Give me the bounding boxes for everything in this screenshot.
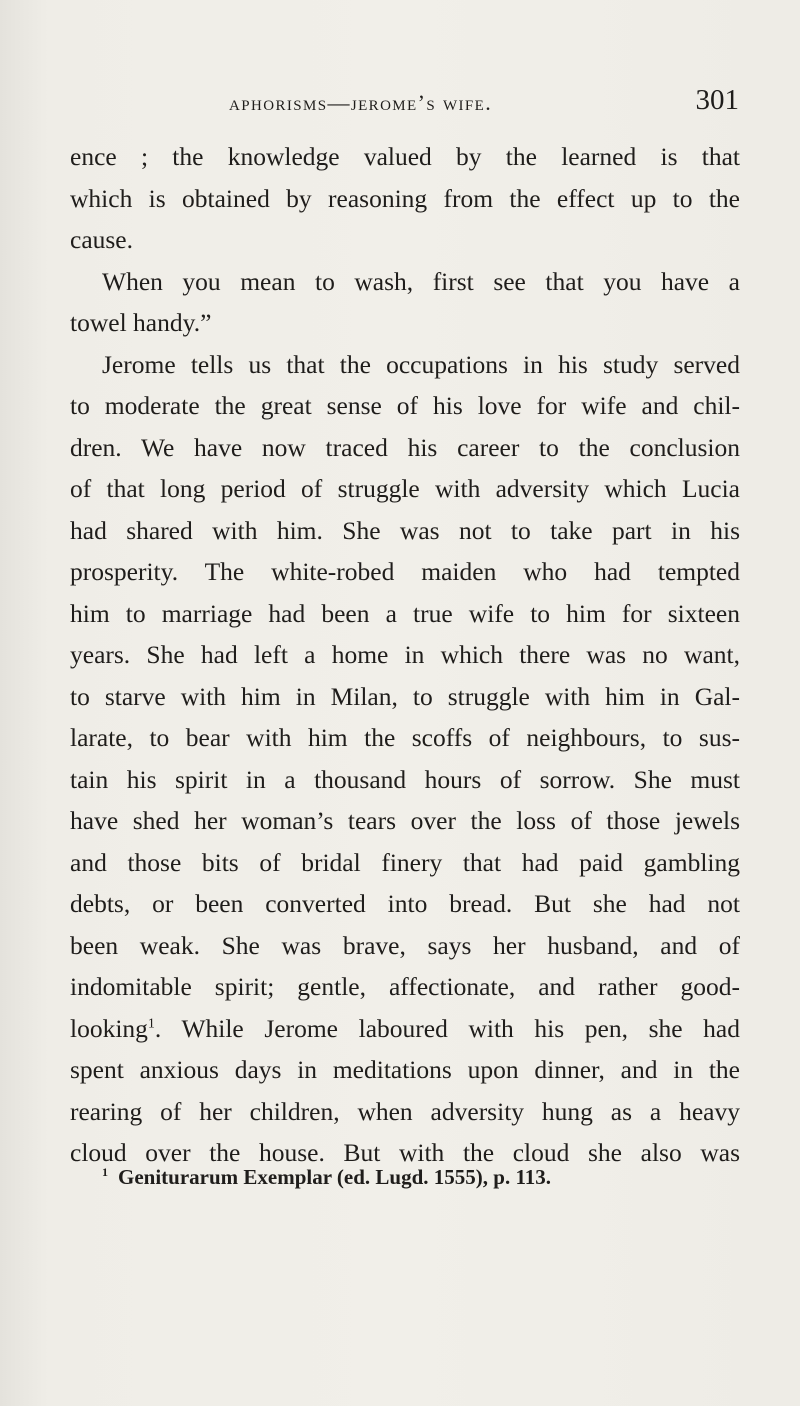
text-line: dren. We have now traced his career to the conclusion bbox=[70, 432, 740, 462]
text-line: him to marriage had been a true wife to him for sixteen bbox=[70, 598, 740, 628]
text-line: tain his spirit in a thousand hours of sorrow. She must bbox=[70, 764, 740, 794]
text-line: cause. bbox=[70, 225, 134, 254]
running-head bbox=[229, 84, 739, 120]
text-line: larate, to bear with him the scoffs of neighbours, to sus- bbox=[70, 723, 740, 752]
text-line: Jerome tells us that the occupations in his study served bbox=[102, 349, 740, 379]
text-fragment: looking bbox=[70, 1013, 148, 1043]
text-line: which is obtained by reasoning from the effect up to the bbox=[70, 183, 740, 213]
text-line: to starve with him in Milan, to struggle with him in Gal- bbox=[70, 681, 740, 711]
body-text bbox=[70, 136, 740, 1174]
page-number: 301 bbox=[695, 84, 739, 116]
text-line: have shed her woman’s tears over the loss of those jewels bbox=[70, 806, 740, 835]
text-line: towel handy.” bbox=[70, 308, 212, 337]
text-fragment: . While Jerome laboured with his pen, she had bbox=[154, 1013, 740, 1043]
footnote-mark: 1 bbox=[102, 1165, 108, 1179]
text-line: of that long period of struggle with adversity which Lucia bbox=[70, 474, 740, 503]
text-line: years. She had left a home in which there was no want, bbox=[70, 640, 740, 669]
footnote-reference: 1 bbox=[147, 1016, 155, 1031]
text-line: been weak. She was brave, says her husband, and of bbox=[70, 930, 740, 960]
text-line: indomitable spirit; gentle, affectionate, and rather good- bbox=[70, 972, 740, 1001]
running-title: aphorisms—jerome’s wife. bbox=[229, 90, 493, 115]
text-line: and those bits of bridal finery that had paid gambling bbox=[70, 847, 740, 877]
footnote-text: Geniturarum Exemplar (ed. Lugd. 1555), p. 113. bbox=[118, 1165, 552, 1189]
text-line-with-footnote-ref bbox=[70, 1008, 740, 1050]
text-line: had shared with him. She was not to take part in his bbox=[70, 515, 740, 545]
text-line: debts, or been converted into bread. But she had not bbox=[70, 889, 740, 918]
text-line: When you mean to wash, first see that you have a bbox=[102, 266, 740, 296]
text-line: spent anxious days in meditations upon dinner, and in the bbox=[70, 1055, 740, 1084]
text-line: ence ; the knowledge valued by the learned is that bbox=[70, 142, 740, 171]
text-line: prosperity. The white-robed maiden who had tempted bbox=[70, 557, 740, 586]
text-line: cloud over the house. But with the cloud she also was bbox=[70, 1138, 740, 1167]
text-line: to moderate the great sense of his love for wife and chil- bbox=[70, 391, 740, 420]
text-line: rearing of her children, when adversity hung as a heavy bbox=[70, 1096, 740, 1126]
footnote bbox=[102, 1165, 551, 1190]
